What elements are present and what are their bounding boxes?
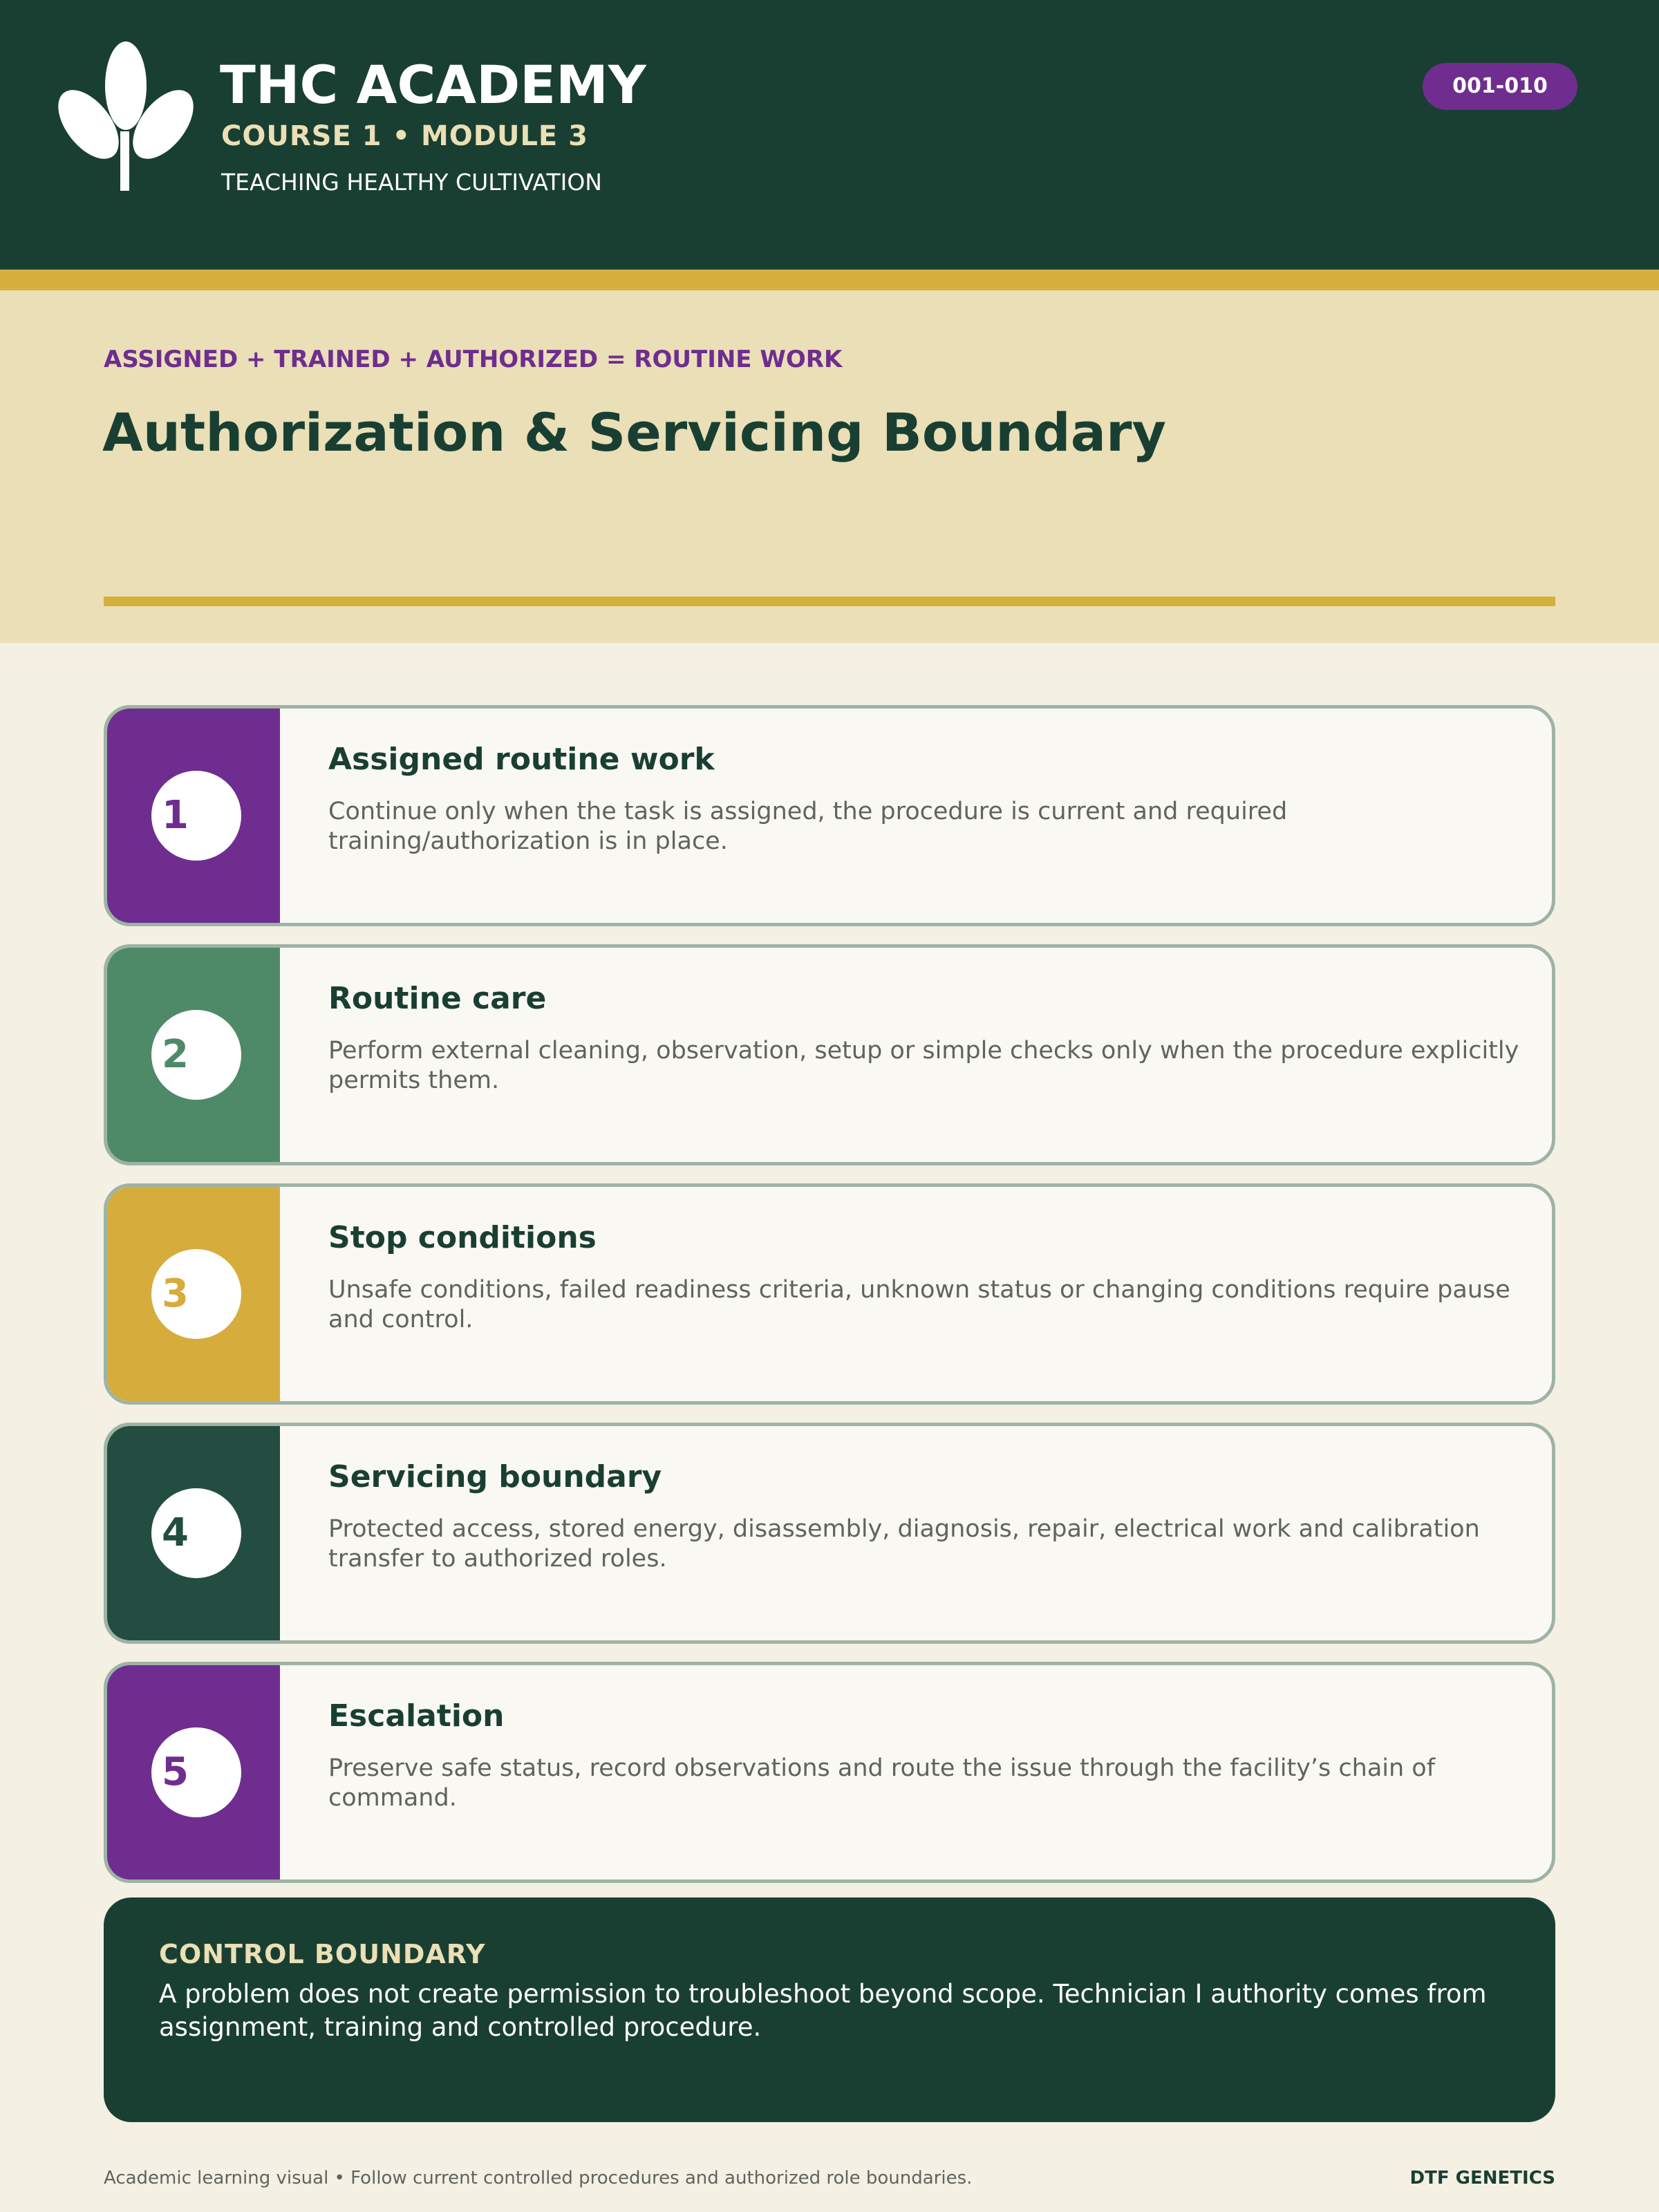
- brand-title: THC ACADEMY: [220, 54, 646, 115]
- course-module-label: COURSE 1 • MODULE 3: [221, 120, 589, 152]
- step-title: Assigned routine work: [328, 742, 715, 777]
- step-description: Protected access, stored energy, disassembly, diagnosis, repair, electrical work and calibration transfer to authorized roles.: [328, 1515, 1480, 1573]
- step-title: Servicing boundary: [328, 1459, 662, 1494]
- step-title: Escalation: [328, 1698, 505, 1734]
- step-description: Perform external cleaning, observation, setup or simple checks only when the procedure explicitly permits them.: [328, 1037, 1519, 1094]
- step-card: [104, 1662, 1555, 1883]
- leaf-icon: [58, 41, 194, 191]
- step-description: Unsafe conditions, failed readiness criteria, unknown status or changing conditions require pause and control.: [328, 1276, 1510, 1333]
- step-number: 2: [151, 1010, 241, 1100]
- page-kicker: ASSIGNED + TRAINED + AUTHORIZED = ROUTINE WORK: [104, 346, 843, 373]
- callout-text: A problem does not create permission to troubleshoot beyond scope. Technician I authority comes from assignment, training and controlled procedure.: [159, 1979, 1487, 2042]
- step-card: [104, 1183, 1555, 1405]
- step-title: Routine care: [328, 981, 547, 1016]
- step-number: 5: [151, 1727, 241, 1817]
- title-divider: [104, 597, 1555, 606]
- step-card: [104, 944, 1555, 1165]
- footer-brand: DTF GENETICS: [1409, 2168, 1555, 2188]
- step-description: Continue only when the task is assigned, the procedure is current and required training/authorization is in place.: [328, 798, 1288, 855]
- callout-label: CONTROL BOUNDARY: [159, 1939, 486, 1969]
- brand-tagline: TEACHING HEALTHY CULTIVATION: [221, 169, 602, 196]
- control-boundary-callout: [104, 1897, 1555, 2122]
- page-title: Authorization & Servicing Boundary: [102, 402, 1166, 463]
- header-accent-bar: [0, 270, 1659, 290]
- step-title: Stop conditions: [328, 1220, 597, 1255]
- document-code-badge: 001-010: [1423, 63, 1577, 110]
- step-card: [104, 705, 1555, 926]
- step-description: Preserve safe status, record observations and route the issue through the facility’s chain of command.: [328, 1754, 1436, 1812]
- step-card: [104, 1423, 1555, 1644]
- step-number: 3: [151, 1249, 241, 1339]
- step-number: 1: [151, 771, 241, 861]
- footer-note: Academic learning visual • Follow current controlled procedures and authorized role boundaries.: [104, 2168, 973, 2188]
- step-number: 4: [151, 1488, 241, 1578]
